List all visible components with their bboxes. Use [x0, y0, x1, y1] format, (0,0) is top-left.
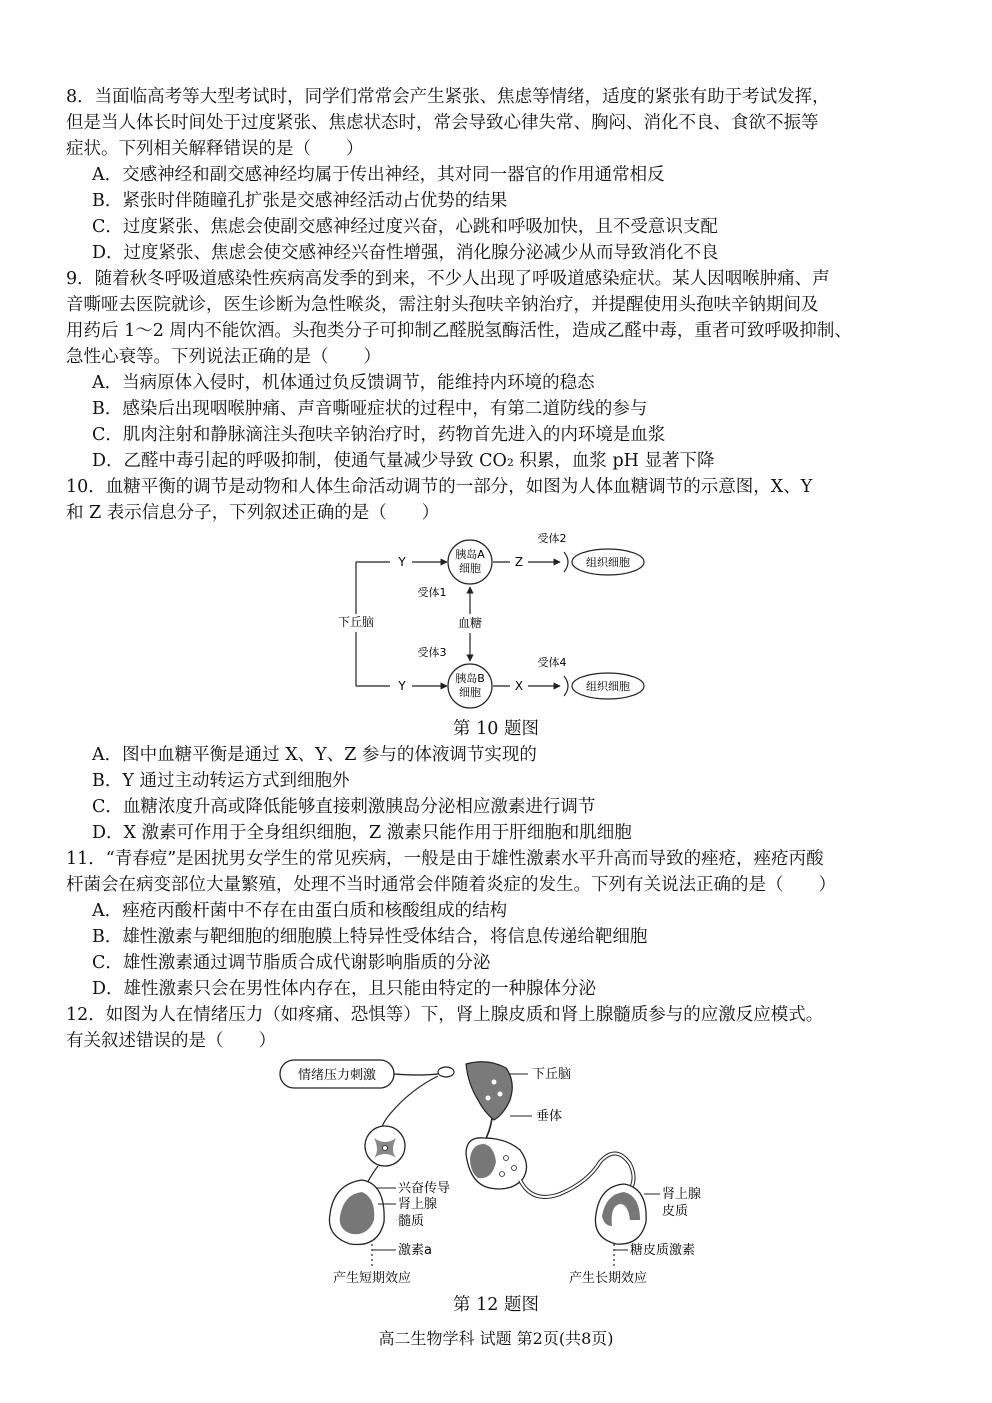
q12-medulla-label-1: 肾上腺 [398, 1197, 438, 1212]
q12-hormone-a-label: 激素a [398, 1243, 432, 1258]
q8-stem-line-3: 症状。下列相关解释错误的是（ ） [66, 139, 364, 159]
q12-cortex-label-2: 皮质 [662, 1204, 689, 1219]
q12-pituitary-cell-1 [504, 1156, 509, 1161]
q12-hypothalamus-neuron-2 [498, 1092, 503, 1097]
q10-x-label: X [514, 679, 524, 693]
q11-stem-line-2: 杆菌会在病变部位大量繁殖，处理不当时通常会伴随着炎症的发生。下列有关说法正确的是（ ） [66, 875, 836, 895]
q12-long-effect-label: 产生长期效应 [568, 1271, 648, 1286]
q10-option-c: C．血糖浓度升高或降低能够直接刺激胰岛分泌相应激素进行调节 [92, 797, 596, 817]
q11-option-a: A．痤疮丙酸杆菌中不存在由蛋白质和核酸组成的结构 [92, 901, 508, 921]
q10-islet-b-label-2: 细胞 [459, 686, 481, 699]
q12-stem-line-2: 有关叙述错误的是（ ） [66, 1031, 276, 1051]
q10-option-a: A．图中血糖平衡是通过 X、Y、Z 参与的体液调节实现的 [92, 745, 537, 765]
q8-option-d: D．过度紧张、焦虑会使交感神经兴奋性增强，消化腺分泌减少从而导致消化不良 [92, 243, 719, 263]
q10-islet-a-label-2: 细胞 [459, 562, 481, 575]
q10-tissue-top-label: 组织细胞 [586, 556, 630, 569]
q10-blood-glucose-label: 血糖 [457, 616, 483, 630]
q12-short-effect-label: 产生短期效应 [332, 1271, 412, 1286]
q9-option-a: A．当病原体入侵时，机体通过负反馈调节，能维持内环境的稳态 [92, 373, 595, 393]
q12-hypothalamus-neuron-3 [486, 1096, 491, 1101]
q8-option-b: B．紧张时伴随瞳孔扩张是交感神经活动占优势的结果 [92, 191, 508, 211]
q9-stem-line-3: 用药后 1～2 周内不能饮酒。头孢类分子可抑制乙醛脱氢酶活性，造成乙醛中毒，重者可致呼吸抑制、 [66, 321, 852, 341]
q11-option-c: C．雄性激素通过调节脂质合成代谢影响脂质的分泌 [92, 953, 491, 973]
q12-excitation-label: 兴奋传导 [398, 1181, 451, 1196]
q10-y-bottom-label: Y [398, 679, 406, 693]
q10-figure-caption: 第 10 题图 [453, 719, 539, 739]
q8-option-c: C．过度紧张、焦虑会使副交感神经过度兴奋，心跳和呼吸加快，且不受意识支配 [92, 217, 718, 237]
q10-tissue-bottom-label: 组织细胞 [586, 680, 630, 693]
q8-option-a: A．交感神经和副交感神经均属于传出神经，其对同一器官的作用通常相反 [92, 165, 665, 185]
q9-stem-line-2: 音嘶哑去医院就诊，医生诊断为急性喉炎，需注射头孢呋辛钠治疗，并提醒使用头孢呋辛钠期间及 [66, 295, 819, 315]
q10-z-label: Z [514, 555, 524, 569]
q12-pituitary-cell-3 [500, 1172, 505, 1177]
q10-receptor-2-label: 受体2 [537, 532, 567, 545]
q10-receptor-3-label: 受体3 [417, 646, 447, 659]
q9-stem-line-1: 9．随着秋冬呼吸道感染性疾病高发季的到来，不少人出现了呼吸道感染症状。某人因咽喉肿痛、声 [66, 269, 830, 289]
q10-receptor-4-label: 受体4 [537, 656, 567, 669]
q10-receptor-1-label: 受体1 [417, 586, 447, 599]
q12-sensory-ending [438, 1067, 454, 1077]
q12-stem-line-1: 12．如图为人在情绪压力（如疼痛、恐惧等）下，肾上腺皮质和肾上腺髓质参与的应激反应模式。 [66, 1005, 824, 1025]
q9-option-c: C．肌肉注射和静脉滴注头孢呋辛钠治疗时，药物首先进入的内环境是血浆 [92, 425, 666, 445]
q10-stem-line-1: 10．血糖平衡的调节是动物和人体生命活动调节的一部分，如图为人体血糖调节的示意图，X、Y [66, 477, 813, 497]
q11-stem-line-1: 11．“青春痘”是困扰男女学生的常见疾病，一般是由于雄性激素水平升高而导致的痤疮，痤疮丙酸 [66, 849, 824, 869]
q10-option-d: D．X 激素可作用于全身组织细胞，Z 激素只能作用于肝细胞和肌细胞 [92, 823, 632, 843]
q12-hypothalamus-neuron-1 [492, 1080, 497, 1085]
q9-option-b: B．感染后出现咽喉肿痛、声音嘶哑症状的过程中，有第二道防线的参与 [92, 399, 648, 419]
q12-stimulus-label: 情绪压力刺激 [297, 1068, 377, 1083]
q8-stem-line-2: 但是当人体长时间处于过度紧张、焦虑状态时，常会导致心律失常、胸闷、消化不良、食欲不振等 [66, 113, 819, 133]
q12-figure [270, 1054, 730, 1290]
q12-stimulus-nerve [394, 1074, 438, 1075]
q12-glucocorticoid-label: 糖皮质激素 [630, 1243, 696, 1258]
q12-pituitary-cell-2 [512, 1166, 517, 1171]
q12-hypothalamus [466, 1062, 512, 1120]
q10-receptor-4-shape [564, 676, 568, 696]
q12-central-canal [383, 1146, 388, 1151]
q12-hypothalamus-label: 下丘脑 [532, 1067, 572, 1082]
q9-option-d: D．乙醛中毒引起的呼吸抑制，使通气量减少导致 CO₂ 积累，血浆 pH 显著下降 [92, 451, 715, 471]
q12-cortex-label-1: 肾上腺 [662, 1187, 702, 1202]
q12-pituitary-label: 垂体 [536, 1109, 563, 1124]
q12-medulla-label-2: 髓质 [398, 1214, 425, 1229]
q12-figure-caption: 第 12 题图 [453, 1295, 539, 1315]
q10-y-top-label: Y [398, 555, 406, 569]
q10-islet-b-label-1: 胰岛B [455, 672, 485, 685]
page-footer: 高二生物学科 试题 第2页(共8页) [378, 1329, 614, 1348]
q10-hypothalamus-label: 下丘脑 [337, 615, 375, 629]
q10-option-b: B．Y 通过主动转运方式到细胞外 [92, 771, 350, 791]
q10-stem-line-2: 和 Z 表示信息分子，下列叙述正确的是（ ） [66, 503, 440, 523]
q10-receptor-2-shape [564, 552, 568, 572]
q10-figure [320, 526, 670, 716]
q9-stem-line-4: 急性心衰等。下列说法正确的是（ ） [66, 347, 381, 367]
q10-islet-a-label-1: 胰岛A [455, 548, 485, 561]
q8-stem-line-1: 8．当面临高考等大型考试时，同学们常常会产生紧张、焦虑等情绪，适度的紧张有助于考试发挥， [66, 87, 830, 107]
q11-option-b: B．雄性激素与靶细胞的细胞膜上特异性受体结合，将信息传递给靶细胞 [92, 927, 648, 947]
q11-option-d: D．雄性激素只会在男性体内存在，且只能由特定的一种腺体分泌 [92, 979, 597, 999]
